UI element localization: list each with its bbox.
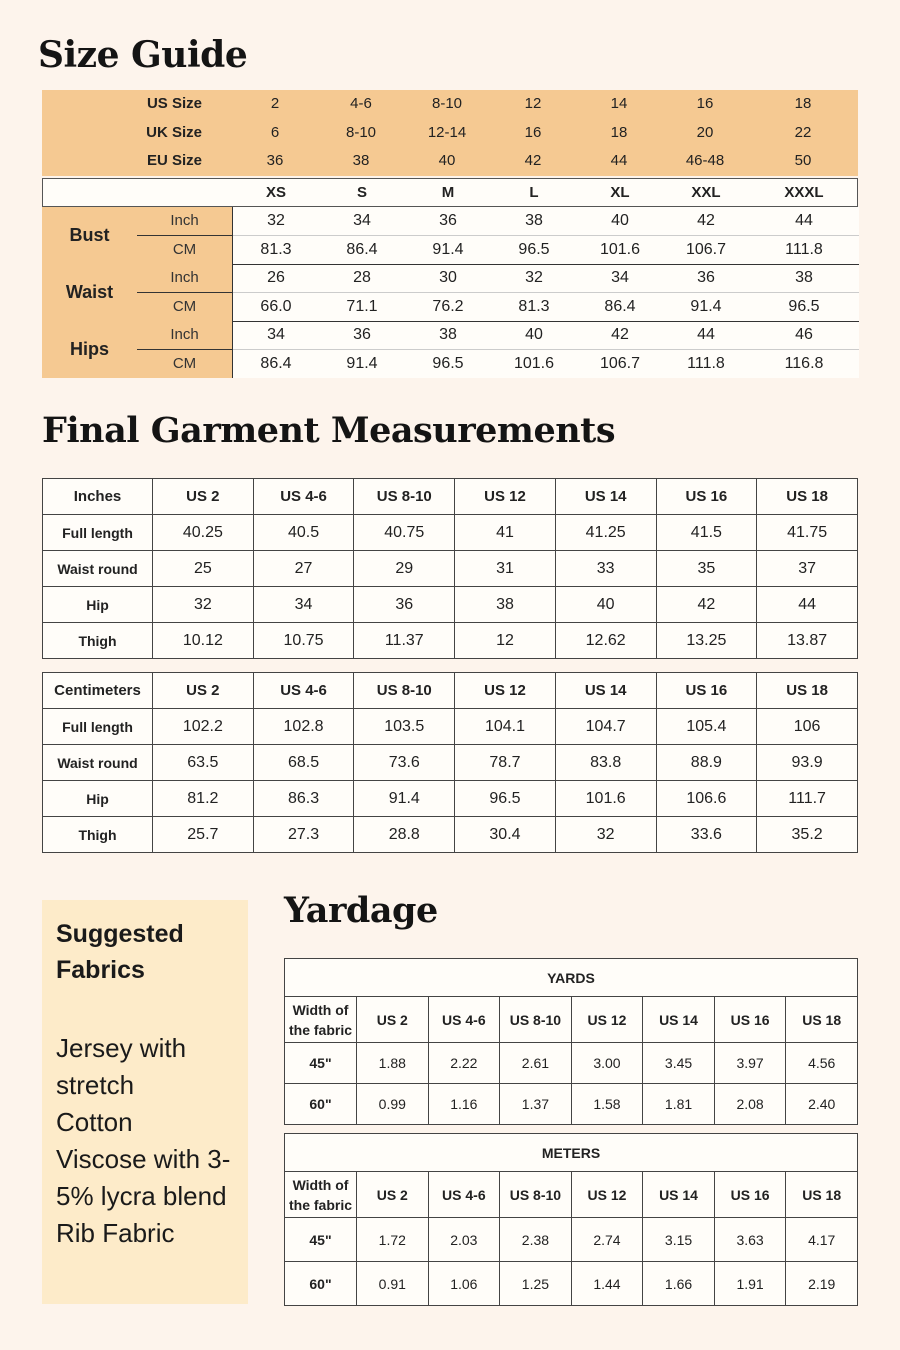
table-cell: 28.8: [354, 817, 455, 853]
table-cell: 29: [354, 551, 455, 587]
table-cell: 4.17: [786, 1218, 858, 1262]
table-cell: 60": [285, 1262, 357, 1306]
measurement-values: [232, 264, 859, 321]
table-cell: 1.37: [500, 1084, 572, 1125]
table-cell: 25.7: [153, 817, 254, 853]
table-cell: 102.2: [153, 709, 254, 745]
yardage-title: Yardage: [284, 890, 438, 931]
cell: 16: [696, 95, 714, 112]
table-cell: 30.4: [455, 817, 556, 853]
cell: 116.8: [784, 354, 824, 372]
cell: 18: [794, 95, 812, 112]
cell: 96.5: [518, 240, 550, 258]
table-cell: 1.91: [714, 1262, 786, 1306]
table-cell: 3.97: [714, 1043, 786, 1084]
garment-measurements-title: Final Garment Measurements: [42, 410, 616, 451]
table-cell: 36: [354, 587, 455, 623]
cell: 44: [795, 211, 813, 229]
cell: 16: [524, 123, 542, 141]
table-cell: 44: [757, 587, 858, 623]
table-header-row: [285, 1172, 858, 1218]
cell: 2: [270, 95, 280, 112]
table-cell: 73.6: [354, 745, 455, 781]
table-cell: 27: [253, 551, 354, 587]
header-cell: US 8-10: [500, 997, 572, 1043]
cell: 12: [524, 95, 542, 112]
size-guide-title: Size Guide: [38, 34, 248, 76]
cell: 6: [270, 123, 280, 141]
fabric-item: Rib Fabric: [56, 1218, 175, 1248]
table-cell: 2.74: [571, 1218, 643, 1262]
cell: 38: [795, 269, 813, 287]
cell: XL: [610, 183, 630, 201]
uk-size-row: [42, 119, 858, 148]
table-cell: 41.25: [555, 515, 656, 551]
header-cell: US 2: [153, 479, 254, 515]
table-cell: 78.7: [455, 745, 556, 781]
table-cell: 32: [153, 587, 254, 623]
table-cell: 96.5: [455, 781, 556, 817]
table-cell: 2.03: [428, 1218, 500, 1262]
table-cell: 40.75: [354, 515, 455, 551]
table-cell: 45": [285, 1218, 357, 1262]
inch-row: [233, 265, 859, 294]
cell: XXXL: [784, 183, 824, 201]
table-cell: 2.38: [500, 1218, 572, 1262]
cell: L: [529, 183, 539, 201]
unit-labels: [137, 264, 232, 321]
measurement-values: [232, 207, 859, 264]
size-conversion-band: [42, 90, 858, 176]
header-cell: US 18: [757, 479, 858, 515]
cell: 12-14: [427, 123, 467, 141]
table-caption: METERS: [285, 1134, 858, 1172]
fabric-item: Cotton: [56, 1107, 133, 1137]
yardage-yards-table: [284, 958, 858, 1125]
table-cell: 101.6: [555, 781, 656, 817]
table-cell: 91.4: [354, 781, 455, 817]
table-row: [285, 1218, 858, 1262]
eu-size-row: [42, 147, 858, 176]
cell: M: [441, 183, 455, 201]
cell: 91.4: [346, 354, 378, 372]
table-cell: 25: [153, 551, 254, 587]
bust-measurement: [42, 207, 858, 264]
cell: 8-10: [431, 95, 463, 112]
table-cell: 1.81: [643, 1084, 715, 1125]
cm-row: [233, 236, 859, 264]
table-cell: 45": [285, 1043, 357, 1084]
cell: 91.4: [432, 240, 464, 258]
table-row: [285, 1084, 858, 1125]
cell: 42: [697, 211, 715, 229]
cell: 66.0: [260, 297, 292, 315]
table-cell: Thigh: [43, 623, 153, 659]
cell: 96.5: [788, 297, 820, 315]
table-cell: 0.99: [357, 1084, 429, 1125]
table-cell: Hip: [43, 781, 153, 817]
table-cell: 1.58: [571, 1084, 643, 1125]
table-cell: 93.9: [757, 745, 858, 781]
cell: S: [356, 183, 367, 201]
fabrics-title: Suggested Fabrics: [56, 920, 184, 984]
header-cell: US 2: [357, 997, 429, 1043]
table-cell: 2.22: [428, 1043, 500, 1084]
cell: 111.8: [687, 354, 725, 372]
table-cell: 3.63: [714, 1218, 786, 1262]
header-cell: US 14: [643, 997, 715, 1043]
table-row: [43, 817, 858, 853]
cell: 36: [266, 152, 284, 169]
table-cell: 41.5: [656, 515, 757, 551]
cell: 36: [353, 326, 371, 344]
cm-row: [233, 350, 859, 378]
table-cell: 86.3: [253, 781, 354, 817]
table-cell: 0.91: [357, 1262, 429, 1306]
cell: 38: [352, 152, 370, 169]
table-row: [285, 1262, 858, 1306]
header-cell: US 4-6: [428, 997, 500, 1043]
table-cell: 3.45: [643, 1043, 715, 1084]
header-cell: US 4-6: [253, 673, 354, 709]
cell: 46: [795, 326, 813, 344]
cell: 28: [353, 269, 371, 287]
garment-inches-table: [42, 478, 858, 659]
table-row: [43, 709, 858, 745]
table-cell: 104.1: [455, 709, 556, 745]
cell: 81.3: [260, 240, 292, 258]
table-cell: 1.66: [643, 1262, 715, 1306]
cell: 91.4: [690, 297, 722, 315]
table-cell: 33: [555, 551, 656, 587]
table-cell: 1.06: [428, 1262, 500, 1306]
table-cell: 83.8: [555, 745, 656, 781]
cell: 40: [438, 152, 456, 169]
cell: 40: [611, 211, 629, 229]
table-cell: 60": [285, 1084, 357, 1125]
cell: 38: [525, 211, 543, 229]
table-row: [43, 781, 858, 817]
cell: 86.4: [260, 354, 292, 372]
waist-measurement: [42, 264, 858, 321]
cell: 26: [267, 269, 285, 287]
table-cell: 105.4: [656, 709, 757, 745]
table-cell: 11.37: [354, 623, 455, 659]
header-cell: US 2: [357, 1172, 429, 1218]
size-guide-table: [42, 90, 858, 378]
table-header-row: [285, 997, 858, 1043]
suggested-fabrics-panel: [42, 900, 248, 1304]
table-cell: 3.15: [643, 1218, 715, 1262]
us-size-row: [42, 90, 858, 119]
garment-centimeters-table: [42, 672, 858, 853]
cell: 20: [696, 123, 714, 141]
table-cell: 1.16: [428, 1084, 500, 1125]
table-cell: 68.5: [253, 745, 354, 781]
table-cell: Waist round: [43, 745, 153, 781]
measurement-values: [232, 321, 859, 378]
measurement-label: Hips: [42, 321, 137, 378]
row-label: EU Size: [146, 152, 202, 169]
table-cell: 1.72: [357, 1218, 429, 1262]
table-cell: Waist round: [43, 551, 153, 587]
cell: 101.6: [599, 240, 641, 258]
table-cell: 1.44: [571, 1262, 643, 1306]
fabric-item: Jersey with stretch: [56, 1033, 187, 1100]
table-row: [285, 1043, 858, 1084]
table-cell: Thigh: [43, 817, 153, 853]
cell: 30: [439, 269, 457, 287]
inch-row: [233, 322, 859, 351]
table-cell: Hip: [43, 587, 153, 623]
cell: 38: [439, 326, 457, 344]
fabric-item: Viscose with 3-5% lycra blend: [56, 1144, 231, 1211]
cell: 32: [525, 269, 543, 287]
header-cell: US 12: [571, 1172, 643, 1218]
table-cell: 38: [455, 587, 556, 623]
header-cell: US 14: [555, 673, 656, 709]
cell: 14: [610, 95, 628, 112]
table-cell: 3.00: [571, 1043, 643, 1084]
cell: 86.4: [346, 240, 378, 258]
header-cell: US 16: [714, 1172, 786, 1218]
header-cell: US 2: [153, 673, 254, 709]
header-cell: Centimeters: [43, 673, 153, 709]
cell: 71.1: [346, 297, 378, 315]
table-cell: 34: [253, 587, 354, 623]
table-row: [43, 623, 858, 659]
measurement-label: Bust: [42, 207, 137, 264]
table-cell: 41: [455, 515, 556, 551]
table-caption: YARDS: [285, 959, 858, 997]
table-cell: 13.25: [656, 623, 757, 659]
header-cell: US 4-6: [253, 479, 354, 515]
header-cell: US 16: [656, 479, 757, 515]
table-row: [43, 745, 858, 781]
header-cell: US 18: [786, 1172, 858, 1218]
cell: 34: [611, 269, 629, 287]
cell: 34: [267, 326, 285, 344]
table-cell: 32: [555, 817, 656, 853]
cell: 44: [610, 152, 628, 169]
table-cell: 42: [656, 587, 757, 623]
header-cell: US 16: [656, 673, 757, 709]
yardage-meters-table: [284, 1133, 858, 1306]
cell: XXL: [691, 183, 721, 201]
table-cell: 106.6: [656, 781, 757, 817]
table-cell: 27.3: [253, 817, 354, 853]
unit-inch: Inch: [137, 207, 232, 236]
header-cell: US 12: [455, 479, 556, 515]
cell: 46-48: [685, 152, 725, 169]
cell: 106.7: [599, 354, 641, 372]
cell: 101.6: [513, 354, 555, 372]
table-header-row: [43, 479, 858, 515]
cell: 18: [610, 123, 628, 141]
cell: 86.4: [604, 297, 636, 315]
header-cell: US 4-6: [428, 1172, 500, 1218]
letter-size-row: [42, 178, 858, 207]
cell: 22: [794, 123, 812, 141]
table-cell: 37: [757, 551, 858, 587]
unit-labels: [137, 207, 232, 264]
table-row: [43, 515, 858, 551]
table-cell: Full length: [43, 709, 153, 745]
table-cell: 63.5: [153, 745, 254, 781]
header-cell: US 14: [643, 1172, 715, 1218]
header-cell: US 12: [455, 673, 556, 709]
cell: 44: [697, 326, 715, 344]
table-cell: 41.75: [757, 515, 858, 551]
inch-row: [233, 207, 859, 236]
measurement-label: Waist: [42, 264, 137, 321]
header-cell: US 8-10: [354, 673, 455, 709]
table-cell: 4.56: [786, 1043, 858, 1084]
header-cell: US 12: [571, 997, 643, 1043]
cell: 8-10: [345, 123, 377, 141]
header-cell: US 14: [555, 479, 656, 515]
table-cell: 2.19: [786, 1262, 858, 1306]
header-cell: Inches: [43, 479, 153, 515]
header-cell: Width of the fabric: [285, 1172, 357, 1218]
header-cell: US 18: [757, 673, 858, 709]
table-cell: 102.8: [253, 709, 354, 745]
table-cell: 40: [555, 587, 656, 623]
table-cell: 13.87: [757, 623, 858, 659]
table-cell: 10.12: [153, 623, 254, 659]
table-cell: 111.7: [757, 781, 858, 817]
table-cell: 40.25: [153, 515, 254, 551]
table-cell: 12: [455, 623, 556, 659]
unit-labels: [137, 321, 232, 378]
table-cell: 33.6: [656, 817, 757, 853]
cell: 32: [267, 211, 285, 229]
cell: 36: [697, 269, 715, 287]
unit-cm: CM: [172, 298, 197, 315]
cell: 106.7: [685, 240, 727, 258]
unit-inch: Inch: [137, 321, 232, 350]
unit-inch: Inch: [137, 264, 232, 293]
cell: 34: [353, 211, 371, 229]
header-cell: Width of the fabric: [285, 997, 357, 1043]
cm-row: [233, 293, 859, 321]
table-cell: 1.25: [500, 1262, 572, 1306]
header-cell: US 18: [786, 997, 858, 1043]
row-label: UK Size: [146, 123, 202, 141]
cell: 96.5: [432, 354, 464, 372]
table-cell: 104.7: [555, 709, 656, 745]
table-cell: 31: [455, 551, 556, 587]
unit-cm: CM: [172, 241, 197, 258]
table-cell: 81.2: [153, 781, 254, 817]
table-cell: 2.61: [500, 1043, 572, 1084]
blank-cell: [43, 179, 233, 206]
row-label: US Size: [146, 95, 202, 112]
cell: 42: [524, 152, 542, 169]
table-cell: 35.2: [757, 817, 858, 853]
table-cell: 103.5: [354, 709, 455, 745]
table-cell: 40.5: [253, 515, 354, 551]
table-cell: 10.75: [253, 623, 354, 659]
table-cell: 88.9: [656, 745, 757, 781]
hips-measurement: [42, 321, 858, 378]
cell: 50: [794, 152, 812, 169]
table-caption-row: [285, 1134, 858, 1172]
table-cell: 1.88: [357, 1043, 429, 1084]
cell: 40: [525, 326, 543, 344]
cell: 36: [439, 211, 457, 229]
cell: 81.3: [518, 297, 550, 315]
table-row: [43, 587, 858, 623]
header-cell: US 8-10: [354, 479, 455, 515]
cell: 76.2: [432, 297, 464, 315]
table-cell: 35: [656, 551, 757, 587]
table-cell: 12.62: [555, 623, 656, 659]
cell: 4-6: [350, 95, 372, 112]
cell: 111.8: [785, 240, 823, 258]
cell: XS: [265, 183, 286, 201]
cell: 42: [611, 326, 629, 344]
unit-cm: CM: [172, 355, 197, 372]
header-cell: US 8-10: [500, 1172, 572, 1218]
header-cell: US 16: [714, 997, 786, 1043]
table-cell: 106: [757, 709, 858, 745]
table-row: [43, 551, 858, 587]
table-caption-row: [285, 959, 858, 997]
table-cell: 2.40: [786, 1084, 858, 1125]
table-cell: Full length: [43, 515, 153, 551]
table-cell: 2.08: [714, 1084, 786, 1125]
table-header-row: [43, 673, 858, 709]
